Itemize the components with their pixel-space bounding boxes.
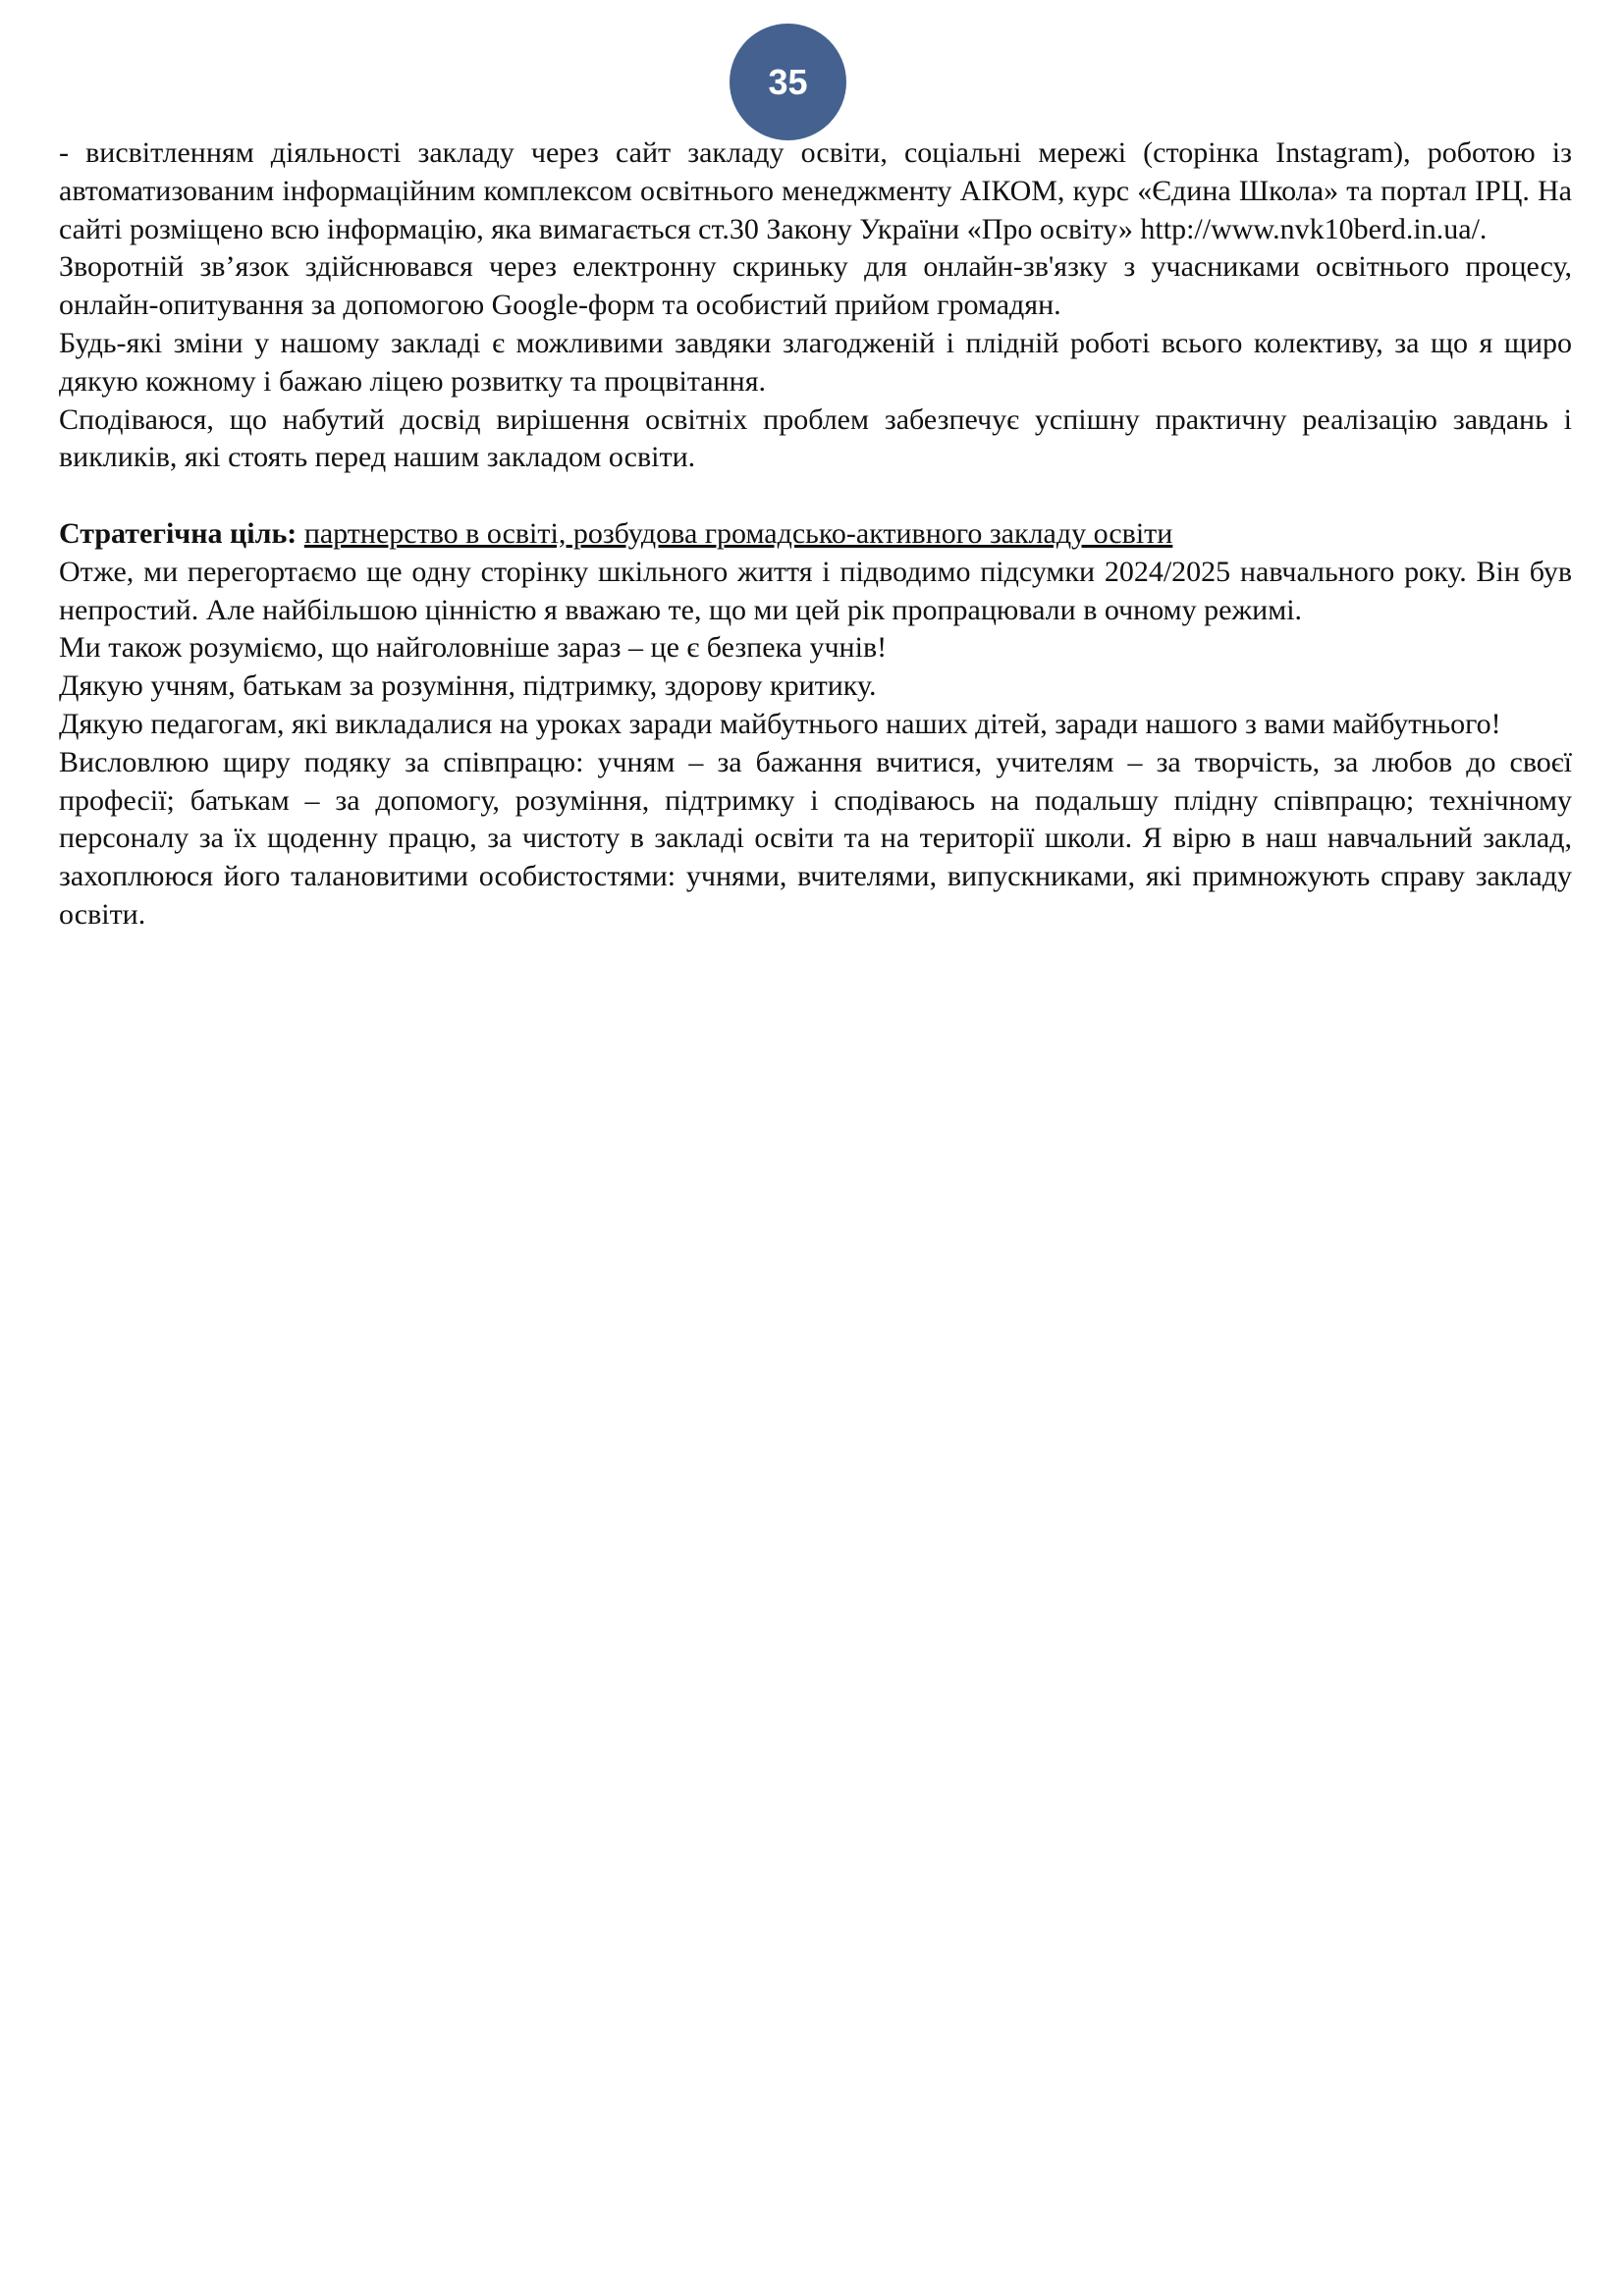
strategic-goal-line xyxy=(59,515,1572,554)
page-number: 35 xyxy=(768,61,808,102)
paragraph-experience: Сподіваюся, що набутий досвід вирішення освітніх проблем забезпечує успішну практичну реалізацію завдань і викликів, які стоять перед нашим закладом освіти. xyxy=(59,402,1572,474)
strategic-goal-text: партнерство в освіті, розбудова громадсько-активного закладу освіти xyxy=(303,516,1173,550)
document-body xyxy=(59,134,1572,934)
paragraph-thanks-team: Будь-які зміни у нашому закладі є можливими завдяки злагодженій і плідній роботі всього колективу, за що я щиро дякую кожному і бажаю ліцею розвитку та процвітання. xyxy=(59,326,1572,398)
page-number-badge xyxy=(730,24,846,140)
paragraph-feedback: Зворотній зв’язок здійснювався через електронну скриньку для онлайн-зв'язку з учасниками освітнього процесу, онлайн-опитування за допомогою Google-форм та особистий прийом громадян. xyxy=(59,250,1572,322)
strategic-goal-label: Стратегічна ціль: xyxy=(59,516,298,550)
paragraph-site-coverage: - висвітленням діяльності закладу через сайт закладу освіти, соціальні мережі (сторінка Instagram), роботою із автоматизованим інформаційним комплексом освітнього менеджменту АІКОМ, курс «Єдина Школа» та портал ІРЦ. На сайті розміщено всю інформацію, яка вимагається ст.30 Закону України «Про освіту» http://www.nvk10berd.in.ua/. xyxy=(59,136,1572,245)
paragraph-safety: Ми також розуміємо, що найголовніше зараз – це є безпека учнів! xyxy=(59,631,888,665)
paragraph-thanks-students-parents: Дякую учням, батькам за розуміння, підтримку, здорову критику. xyxy=(59,669,877,703)
paragraph-thanks-teachers: Дякую педагогам, які викладалися на уроках заради майбутнього наших дітей, заради нашого з вами майбутнього! xyxy=(59,707,1501,740)
paragraph-year-summary: Отже, ми перегортаємо ще одну сторінку шкільного життя і підводимо підсумки 2024/2025 навчального року. Він був непростий. Але найбільшою цінністю я вважаю те, що ми цей рік пропрацювали в очному режимі. xyxy=(59,555,1572,626)
paragraph-gratitude: Висловлюю щиру подяку за співпрацю: учням – за бажання вчитися, учителям – за творчість, за любов до своєї професії; батькам – за допомогу, розуміння, підтримку і сподіваюсь на подальшу плідну співпрацю; технічному персоналу за їх щоденну працю, за чистоту в закладі освіти та на території школи. Я вірю в наш навчальний заклад, захоплююся його талановитими особистостями: учнями, вчителями, випускниками, які примножують справу закладу освіти. xyxy=(59,745,1572,931)
paragraph-spacer xyxy=(59,477,1572,515)
